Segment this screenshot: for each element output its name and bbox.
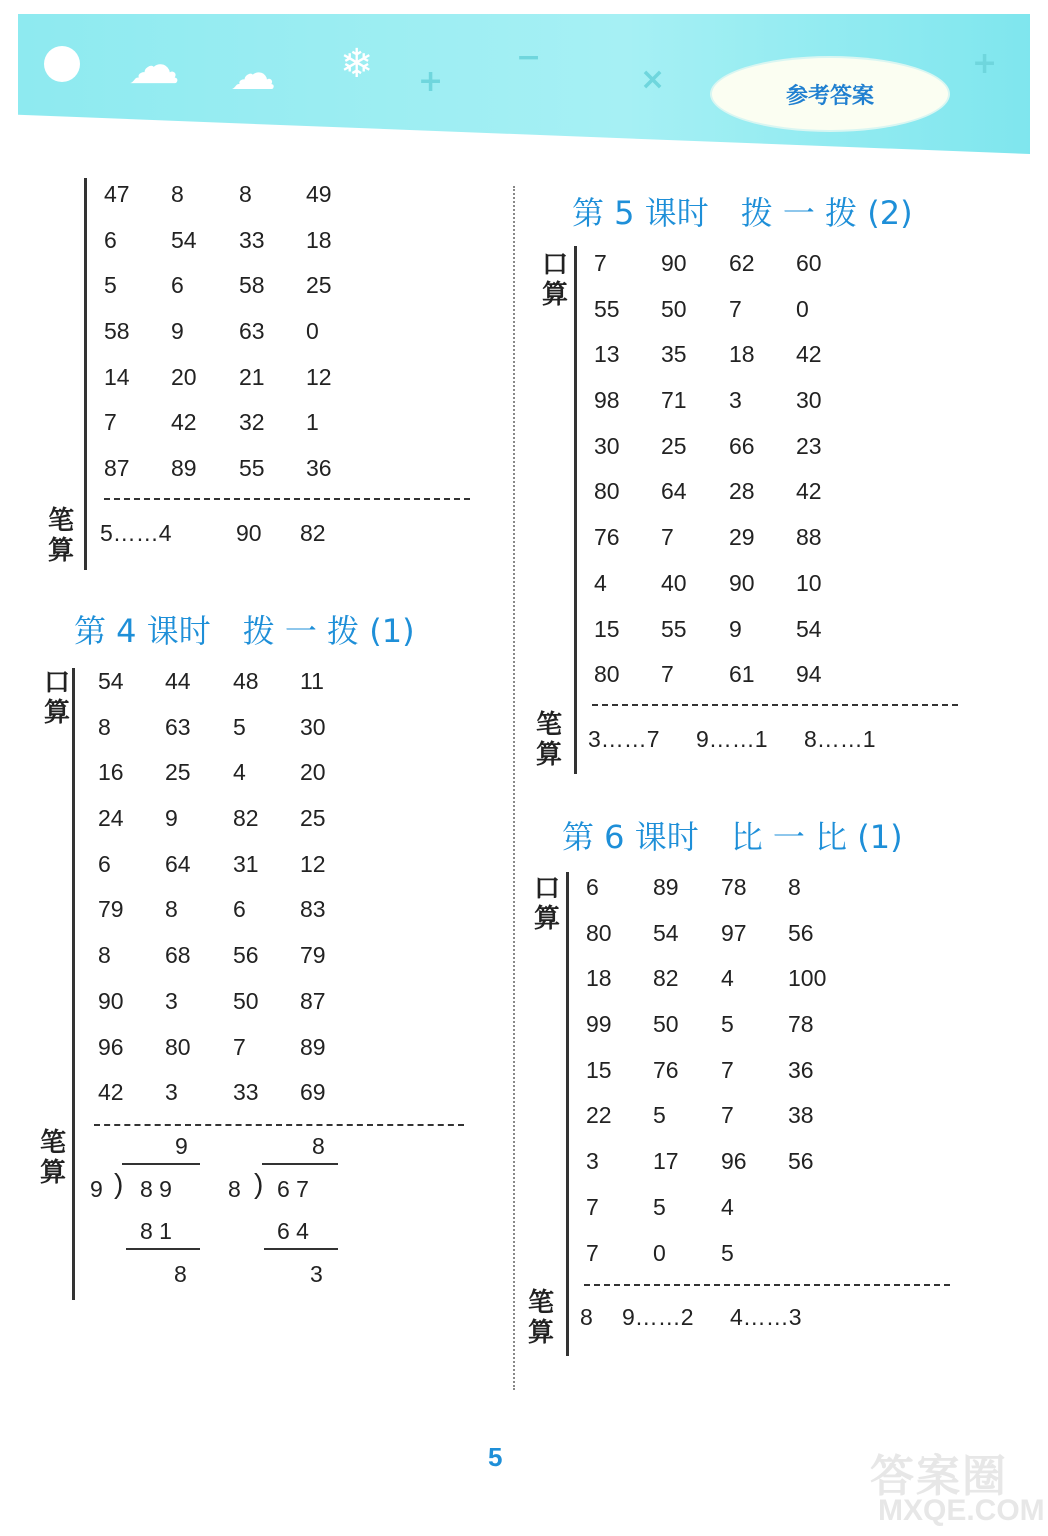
answer-value: 25 bbox=[306, 272, 332, 299]
answer-value: 7 bbox=[729, 295, 742, 322]
answer-value: 1 bbox=[306, 409, 319, 436]
answer-value: 30 bbox=[796, 387, 822, 414]
answer-value: 35 bbox=[661, 341, 687, 368]
oral-calc-label: 口 算 bbox=[541, 250, 568, 310]
column-divider bbox=[513, 186, 515, 1390]
answer-value: 89 bbox=[653, 874, 679, 900]
answer-value: 24 bbox=[98, 805, 124, 832]
divisor: 9 bbox=[90, 1176, 103, 1202]
answer-value: 17 bbox=[653, 1148, 679, 1175]
subtraction-line bbox=[264, 1248, 338, 1250]
answer-value: 9……1 bbox=[696, 726, 768, 752]
answer-value: 18 bbox=[729, 341, 755, 368]
lesson-4-bracket bbox=[72, 668, 75, 1300]
answer-value: 58 bbox=[239, 272, 265, 299]
sun-icon bbox=[44, 46, 80, 82]
answer-value: 64 bbox=[165, 850, 191, 877]
answer-value: 63 bbox=[239, 318, 265, 345]
answer-value: 69 bbox=[300, 1079, 326, 1106]
division-bracket: ) bbox=[114, 1168, 124, 1199]
answer-value: 4 bbox=[594, 569, 607, 596]
answer-value: 6 bbox=[233, 896, 246, 923]
answer-value: 90 bbox=[661, 250, 687, 276]
answer-value: 9 bbox=[171, 318, 184, 345]
section-separator bbox=[592, 704, 958, 706]
divisor: 8 bbox=[228, 1176, 241, 1202]
answer-value: 6 bbox=[104, 226, 117, 253]
answer-value: 3 bbox=[165, 1079, 178, 1106]
answer-value: 15 bbox=[594, 615, 620, 642]
answer-value: 5 bbox=[653, 1102, 666, 1129]
answer-value: 4 bbox=[721, 965, 734, 992]
oral-calc-label: 口 算 bbox=[533, 874, 560, 934]
answer-value: 90 bbox=[98, 987, 124, 1014]
answer-value: 5 bbox=[721, 1239, 734, 1266]
answer-value: 38 bbox=[788, 1102, 814, 1129]
lesson-6-bracket bbox=[566, 872, 569, 1356]
answer-value: 13 bbox=[594, 341, 620, 368]
answer-value: 7 bbox=[586, 1193, 599, 1220]
section-separator bbox=[104, 498, 470, 500]
answer-value: 88 bbox=[796, 524, 822, 551]
answer-value: 14 bbox=[104, 363, 130, 390]
answer-value: 47 bbox=[104, 181, 130, 207]
answer-value: 16 bbox=[98, 759, 124, 786]
answer-value: 56 bbox=[788, 1148, 814, 1175]
section-separator bbox=[94, 1124, 464, 1126]
remainder: 8 bbox=[174, 1261, 187, 1287]
answer-value: 18 bbox=[586, 965, 612, 992]
answer-value: 50 bbox=[661, 295, 687, 322]
answer-value: 78 bbox=[721, 874, 747, 900]
product: 6 4 bbox=[277, 1218, 309, 1244]
answer-value: 42 bbox=[98, 1079, 124, 1106]
section-separator bbox=[584, 1284, 950, 1286]
lesson-4-title: 第 4 课时 拨 一 拨 (1) bbox=[74, 612, 415, 650]
answer-value: 5 bbox=[104, 272, 117, 299]
answer-value: 68 bbox=[165, 942, 191, 969]
answer-value: 80 bbox=[165, 1033, 191, 1060]
answer-value: 20 bbox=[300, 759, 326, 786]
times-symbol: × bbox=[640, 62, 666, 97]
answer-value: 5……4 bbox=[100, 520, 172, 546]
answer-value: 12 bbox=[300, 850, 326, 877]
answer-value: 62 bbox=[729, 250, 755, 276]
answer-value: 55 bbox=[594, 295, 620, 322]
answer-value: 56 bbox=[788, 919, 814, 946]
answer-value: 10 bbox=[796, 569, 822, 596]
answer-value: 58 bbox=[104, 318, 130, 345]
snowflake-icon: ❄ bbox=[340, 41, 374, 87]
answer-value: 0 bbox=[653, 1239, 666, 1266]
answer-value: 32 bbox=[239, 409, 265, 436]
written-calc-label: 笔 算 bbox=[39, 1128, 66, 1188]
subtraction-line bbox=[126, 1248, 200, 1250]
answer-value: 25 bbox=[300, 805, 326, 832]
answer-value: 89 bbox=[300, 1033, 326, 1060]
answer-value: 8 bbox=[165, 896, 178, 923]
answer-value: 4……3 bbox=[730, 1304, 802, 1330]
answer-value: 0 bbox=[306, 318, 319, 345]
answer-value: 7 bbox=[661, 524, 674, 551]
answer-value: 7 bbox=[594, 250, 607, 276]
answer-value: 6 bbox=[98, 850, 111, 877]
answer-value: 50 bbox=[653, 1011, 679, 1038]
rain-cloud-icon: ☁ bbox=[230, 46, 276, 100]
answer-key-badge: 参考答案 bbox=[712, 58, 948, 130]
answer-value: 55 bbox=[239, 455, 265, 482]
answer-value: 3 bbox=[729, 387, 742, 414]
answer-value: 7 bbox=[586, 1239, 599, 1266]
answer-value: 76 bbox=[594, 524, 620, 551]
answer-value: 9 bbox=[165, 805, 178, 832]
plus-symbol: + bbox=[418, 64, 444, 99]
oral-calc-label: 口 算 bbox=[43, 668, 70, 728]
answer-value: 7 bbox=[104, 409, 117, 436]
answer-value: 7 bbox=[233, 1033, 246, 1060]
answer-value: 7 bbox=[721, 1056, 734, 1083]
answer-value: 80 bbox=[594, 661, 620, 688]
lesson-5-title: 第 5 课时 拨 一 拨 (2) bbox=[572, 194, 913, 232]
written-calc-label: 笔 算 bbox=[47, 506, 74, 566]
answer-value: 42 bbox=[171, 409, 197, 436]
answer-value: 33 bbox=[239, 226, 265, 253]
answer-value: 54 bbox=[98, 668, 124, 694]
remainder: 3 bbox=[310, 1261, 323, 1287]
answer-value: 33 bbox=[233, 1079, 259, 1106]
answer-value: 44 bbox=[165, 668, 191, 694]
answer-value: 82 bbox=[233, 805, 259, 832]
left-top-bracket bbox=[84, 178, 87, 570]
answer-value: 4 bbox=[233, 759, 246, 786]
answer-value: 42 bbox=[796, 341, 822, 368]
answer-value: 22 bbox=[586, 1102, 612, 1129]
answer-value: 54 bbox=[653, 919, 679, 946]
answer-value: 56 bbox=[233, 942, 259, 969]
division-bar bbox=[262, 1163, 338, 1165]
answer-value: 5 bbox=[233, 713, 246, 740]
answer-value: 15 bbox=[586, 1056, 612, 1083]
answer-value: 71 bbox=[661, 387, 687, 414]
plus-symbol: + bbox=[972, 46, 998, 81]
answer-value: 31 bbox=[233, 850, 259, 877]
answer-value: 0 bbox=[796, 295, 809, 322]
answer-value: 64 bbox=[661, 478, 687, 505]
answer-value: 8 bbox=[239, 181, 252, 207]
answer-value: 83 bbox=[300, 896, 326, 923]
answer-value: 87 bbox=[300, 987, 326, 1014]
answer-value: 25 bbox=[661, 432, 687, 459]
answer-value: 61 bbox=[729, 661, 755, 688]
dividend: 6 7 bbox=[277, 1176, 309, 1202]
answer-value: 18 bbox=[306, 226, 332, 253]
answer-value: 82 bbox=[300, 520, 326, 546]
answer-value: 96 bbox=[98, 1033, 124, 1060]
answer-value: 30 bbox=[300, 713, 326, 740]
answer-value: 8 bbox=[171, 181, 184, 207]
answer-value: 7 bbox=[661, 661, 674, 688]
lesson-5-bracket bbox=[574, 246, 577, 774]
dividend: 8 9 bbox=[140, 1176, 172, 1202]
answer-value: 4 bbox=[721, 1193, 734, 1220]
written-calc-label: 笔 算 bbox=[535, 710, 562, 770]
answer-value: 5 bbox=[653, 1193, 666, 1220]
answer-value: 76 bbox=[653, 1056, 679, 1083]
division-bracket: ) bbox=[254, 1168, 264, 1199]
minus-symbol: − bbox=[516, 40, 542, 75]
answer-value: 82 bbox=[653, 965, 679, 992]
answer-value: 23 bbox=[796, 432, 822, 459]
answer-value: 48 bbox=[233, 668, 259, 694]
watermark-url: MXQE.COM bbox=[878, 1494, 1045, 1527]
answer-value: 79 bbox=[300, 942, 326, 969]
cloud-icon: ☁ bbox=[128, 36, 180, 96]
answer-value: 12 bbox=[306, 363, 332, 390]
answer-value: 8 bbox=[580, 1304, 593, 1330]
answer-value: 8 bbox=[98, 713, 111, 740]
answer-value: 90 bbox=[729, 569, 755, 596]
answer-value: 30 bbox=[594, 432, 620, 459]
answer-value: 3 bbox=[586, 1148, 599, 1175]
answer-value: 63 bbox=[165, 713, 191, 740]
answer-value: 100 bbox=[788, 965, 827, 992]
answer-value: 8 bbox=[98, 942, 111, 969]
answer-value: 60 bbox=[796, 250, 822, 276]
written-calc-label: 笔 算 bbox=[527, 1288, 554, 1348]
answer-value: 7 bbox=[721, 1102, 734, 1129]
answer-value: 8……1 bbox=[804, 726, 876, 752]
answer-value: 5 bbox=[721, 1011, 734, 1038]
product: 8 1 bbox=[140, 1218, 172, 1244]
answer-value: 90 bbox=[236, 520, 262, 546]
answer-value: 8 bbox=[788, 874, 801, 900]
answer-value: 89 bbox=[171, 455, 197, 482]
answer-value: 3……7 bbox=[588, 726, 660, 752]
watermark-logo: 答案圈 bbox=[870, 1451, 1008, 1502]
answer-value: 49 bbox=[306, 181, 332, 207]
quotient: 9 bbox=[175, 1133, 188, 1159]
answer-value: 6 bbox=[586, 874, 599, 900]
answer-value: 9……2 bbox=[622, 1304, 694, 1330]
answer-value: 36 bbox=[306, 455, 332, 482]
division-bar bbox=[122, 1163, 200, 1165]
answer-value: 94 bbox=[796, 661, 822, 688]
page-number: 5 bbox=[488, 1442, 503, 1472]
answer-value: 36 bbox=[788, 1056, 814, 1083]
answer-value: 80 bbox=[594, 478, 620, 505]
answer-value: 6 bbox=[171, 272, 184, 299]
answer-value: 29 bbox=[729, 524, 755, 551]
answer-value: 87 bbox=[104, 455, 130, 482]
answer-value: 20 bbox=[171, 363, 197, 390]
answer-value: 55 bbox=[661, 615, 687, 642]
answer-value: 79 bbox=[98, 896, 124, 923]
answer-value: 11 bbox=[300, 668, 324, 694]
answer-value: 99 bbox=[586, 1011, 612, 1038]
answer-value: 78 bbox=[788, 1011, 814, 1038]
answer-value: 21 bbox=[239, 363, 265, 390]
answer-value: 9 bbox=[729, 615, 742, 642]
answer-value: 98 bbox=[594, 387, 620, 414]
answer-value: 28 bbox=[729, 478, 755, 505]
answer-value: 96 bbox=[721, 1148, 747, 1175]
quotient: 8 bbox=[312, 1133, 325, 1159]
answer-value: 3 bbox=[165, 987, 178, 1014]
answer-value: 40 bbox=[661, 569, 687, 596]
lesson-6-title: 第 6 课时 比 一 比 (1) bbox=[562, 818, 903, 856]
answer-value: 80 bbox=[586, 919, 612, 946]
answer-value: 54 bbox=[171, 226, 197, 253]
answer-value: 25 bbox=[165, 759, 191, 786]
answer-value: 97 bbox=[721, 919, 747, 946]
answer-value: 66 bbox=[729, 432, 755, 459]
answer-value: 42 bbox=[796, 478, 822, 505]
answer-value: 54 bbox=[796, 615, 822, 642]
answer-value: 50 bbox=[233, 987, 259, 1014]
